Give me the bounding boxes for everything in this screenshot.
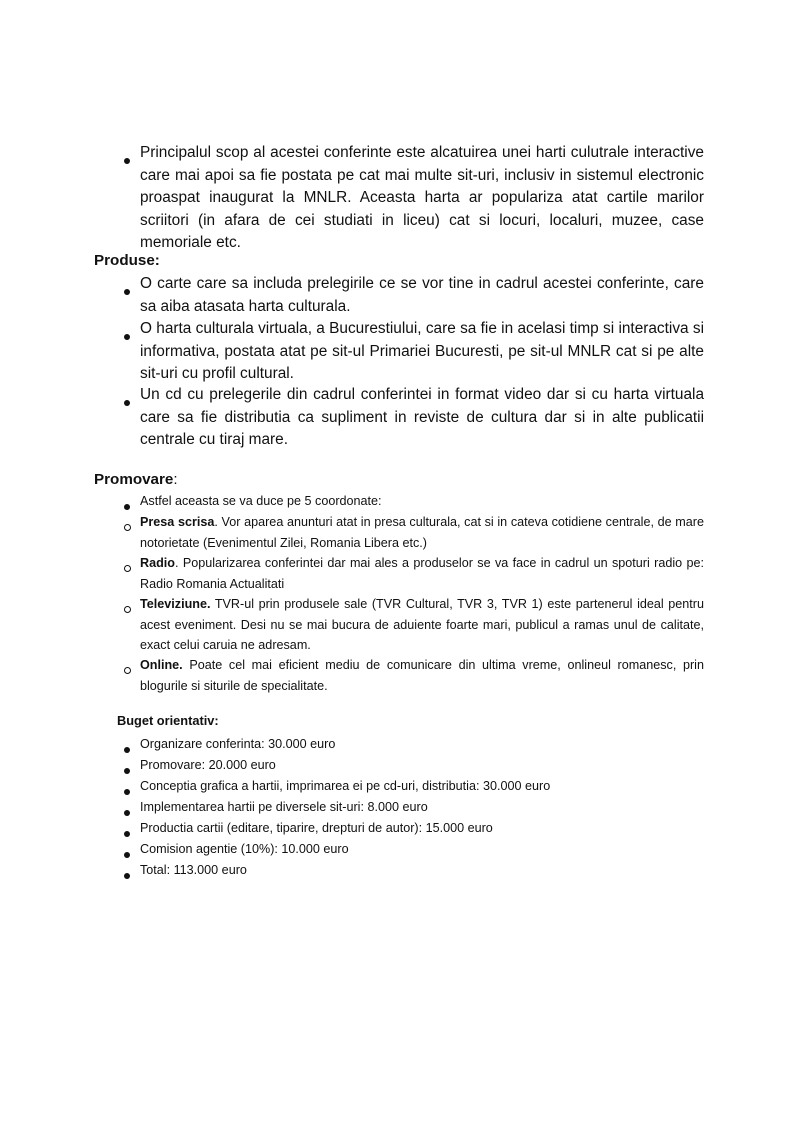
item-text: Poate cel mai eficient mediu de comunicare din ultima vreme, onlineul romanesc, prin blogurile si siturile de specialitate. [140,658,704,693]
section-heading-promovare [94,471,178,488]
bullet-icon [117,149,137,172]
bullet-icon [117,496,137,517]
bullet-icon [117,781,137,802]
list-item-text [140,594,704,656]
list-item-text: Implementarea hartii pe diversele sit-uri: 8.000 euro [140,800,428,814]
circle-bullet-icon [117,558,137,579]
list-item-text: Astfel aceasta se va duce pe 5 coordonate: [140,494,382,508]
bullet-icon [117,823,137,844]
list-item-text [140,512,704,553]
bullet-icon [117,802,137,823]
bullet-icon [117,280,137,303]
list-item-text: Promovare: 20.000 euro [140,758,276,772]
item-text: Vor aparea anunturi atat in presa culturala, cat si in cateva cotidiene centrale, de mare notorietate (Evenimentul Zilei, Romania Libera etc.) [140,515,704,550]
bullet-icon [117,325,137,348]
list-item-text: O carte care sa includa prelegirile ce se vor tine in cadrul acestei conferinte, care sa aiba atasata harta culturala. [140,275,704,315]
list-item-text [140,553,704,594]
list-item-text: O harta culturala virtuala, a Bucurestiului, care sa fie in acelasi timp si interactiva si informativa, postata atat pe sit-ul Primariei Bucuresti, pe sit-ul MNLR cat si pe alte sit-uri cu profil cultural. [140,320,704,382]
intro-text: Principalul scop al acestei conferinte este alcatuirea unei harti culutrale interactive care mai apoi sa fie postata pe cat mai multe sit-uri, inclusiv in sistemul electronic proaspat inaugurat la MNLR. Aceasta harta ar populariza atat cartile marilor scriitori (in afara de cei studiati in liceu) cat si locuri, localuri, muzee, case memoriale etc. [140,144,704,251]
list-item-text: Comision agentie (10%): 10.000 euro [140,842,349,856]
item-label: Radio [140,556,175,570]
item-text: Popularizarea conferintei dar mai ales a produselor se va face in cadrul un spoturi radio pe: Radio Romania Actualitati [140,556,704,591]
section-heading-buget: Buget orientativ: [117,713,219,728]
item-label: Presa scrisa [140,515,215,529]
item-label: Televiziune. [140,597,211,611]
list-item-text [140,655,704,696]
item-label-sep: . [174,556,179,570]
list-item-text: Productia cartii (editare, tiparire, drepturi de autor): 15.000 euro [140,821,493,835]
list-item-text: Un cd cu prelegerile din cadrul conferintei in format video dar si cu harta virtuala care sa fie distributia ca supliment in reviste de cultura dar si in alte publicatii centrale cu tiraj mare. [140,386,704,448]
bullet-icon [117,844,137,865]
bullet-icon [117,391,137,414]
heading-colon: : [173,471,178,488]
list-item-text: Organizare conferinta: 30.000 euro [140,737,336,751]
bullet-icon [117,865,137,886]
circle-bullet-icon [117,517,137,538]
bullet-icon [117,739,137,760]
item-text: TVR-ul prin produsele sale (TVR Cultural, TVR 3, TVR 1) este partenerul ideal pentru acest eveniment. Desi nu se mai bucura de aduiente foarte mari, publicul a ramas unul de calitate, exact celui caruia ne adresam. [140,597,704,653]
list-item-text: Conceptia grafica a hartii, imprimarea ei pe cd-uri, distributia: 30.000 euro [140,779,551,793]
circle-bullet-icon [117,599,137,620]
bullet-icon [117,760,137,781]
section-heading-label: Promovare [94,471,174,488]
list-item-text: Total: 113.000 euro [140,863,247,877]
item-label-sep: . [214,515,218,529]
circle-bullet-icon [117,660,137,681]
item-label: Online. [140,658,183,672]
section-heading-produse: Produse: [94,252,160,269]
